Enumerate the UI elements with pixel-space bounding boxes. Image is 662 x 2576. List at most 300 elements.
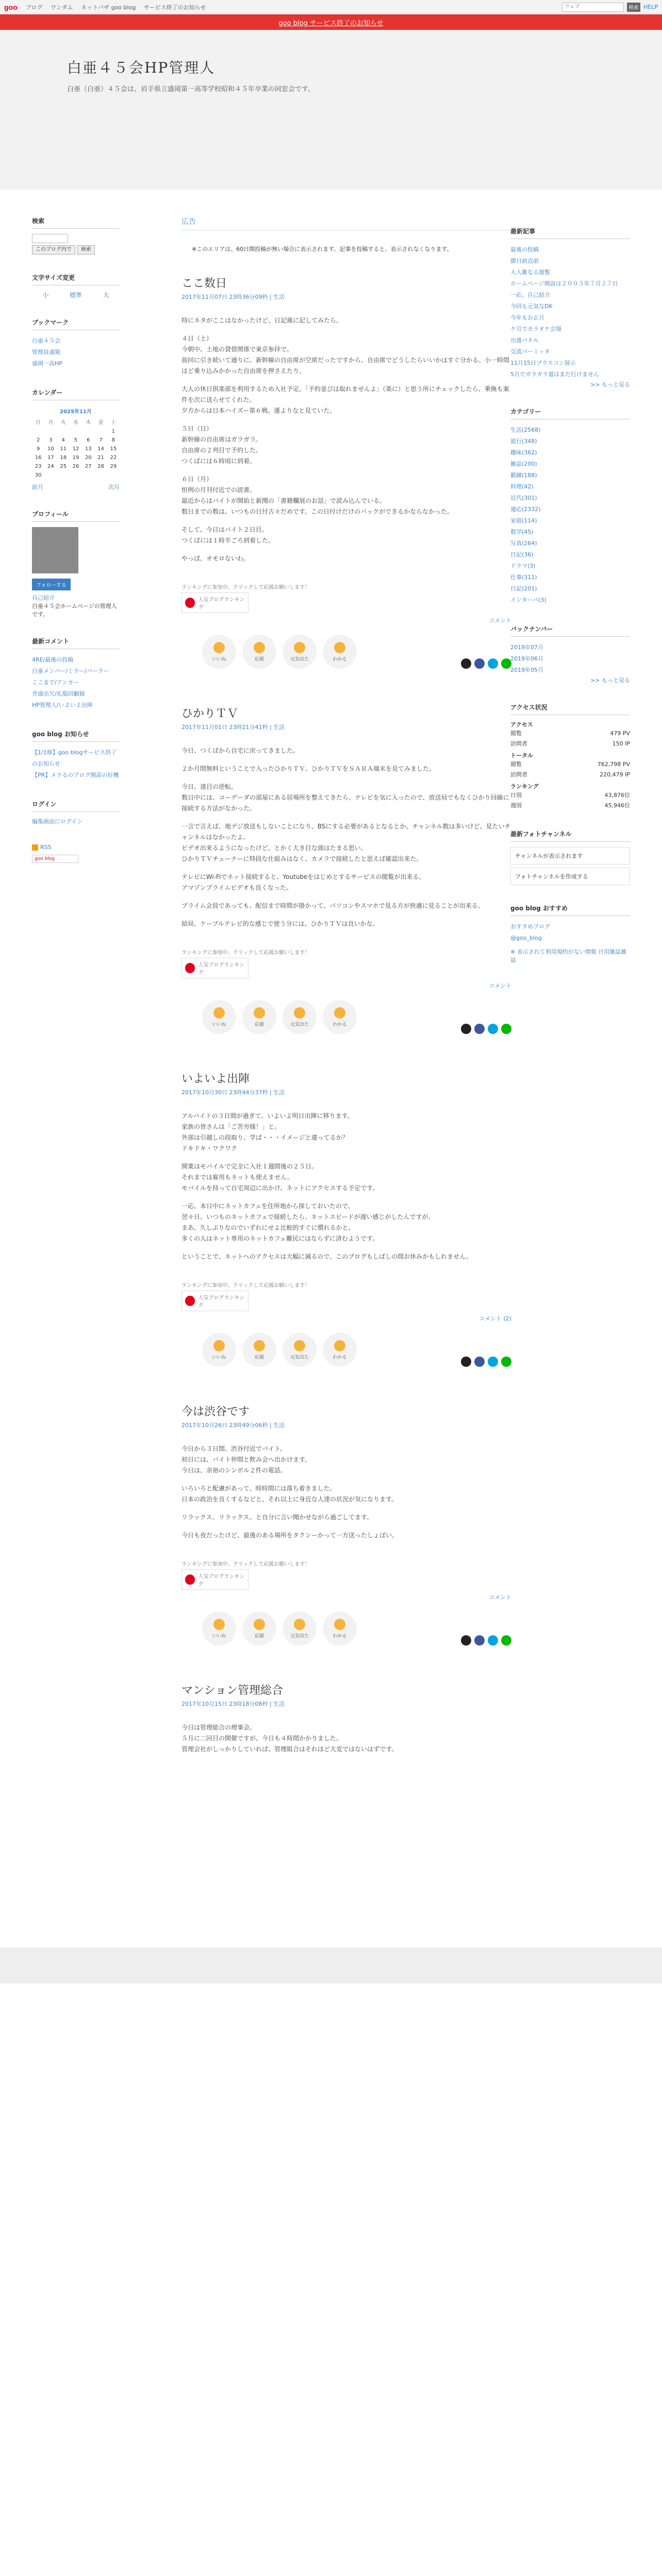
entry-meta[interactable]: 2017年10月15日 23時18分08秒 | 生活 [181, 1701, 285, 1707]
category-item [510, 561, 630, 572]
access-label: アクセス [510, 721, 533, 728]
calendar-weekday: 水 [73, 420, 78, 426]
category-link[interactable]: 仕事(311) [510, 574, 537, 581]
blog-search-input[interactable] [32, 234, 68, 243]
calendar-day[interactable]: 21 [97, 455, 104, 461]
calendar-day[interactable]: 9 [36, 446, 40, 452]
ranking-label: ランキング [510, 783, 539, 790]
bookmark-link[interactable]: 管理員通報 [32, 349, 60, 355]
calendar-day[interactable]: 30 [35, 472, 42, 478]
calendar-weekday: 火 [60, 420, 66, 426]
calendar-day[interactable]: 23 [35, 464, 42, 469]
backnumber-link[interactable]: 2019年05月 [510, 667, 543, 673]
category-link[interactable]: ドラマ(3) [510, 563, 536, 569]
entry-paragraph: 一応、本日中にネットカフェを住所地から探しておいたので、 翌々日、いつものネットカフェで接続したら、ネットスピードが遅い感じがしたんですが、 まあ、久しぶりなのでいずれにせよ比較的すぐに慣れるかと。 多くの人はネット専用のネットカフェ難民にはならずに済むようです。 [181, 1202, 435, 1242]
blog-search-button[interactable]: 検索 [77, 245, 95, 255]
calendar-day[interactable]: 26 [72, 464, 79, 469]
calendar-day[interactable]: 14 [97, 446, 104, 452]
backnumber-item [510, 653, 630, 665]
category-link[interactable]: 近代(301) [510, 495, 537, 501]
entry-title[interactable]: ひかりＴＶ [181, 707, 239, 720]
news-widget [32, 730, 120, 781]
reaction-button[interactable] [242, 1000, 276, 1034]
entry-paragraph: プライム会員であっても、配信まで時間が掛かって、パソコンやスマホで見る方が快適に見ることが出来る。 [181, 902, 484, 909]
recent-entry-item [510, 358, 630, 369]
stat-label: 週別 [510, 802, 522, 809]
reaction-label: わかる [333, 656, 347, 662]
recent-entry-item [510, 290, 630, 301]
blog-entry [181, 275, 511, 669]
right-sidebar [510, 227, 630, 983]
entry-paragraph: 結局、ケーブルテレビ的な感じで使う分には、ひかりＴＶは良いかな。 [181, 920, 379, 927]
comment-link[interactable]: 白亜メンバー/ミラー/パーラー [32, 668, 109, 674]
reaction-label: わかる [333, 1022, 347, 1027]
category-link[interactable]: 日記(201) [510, 585, 537, 592]
calendar-weekday: 日 [36, 420, 41, 426]
news-link[interactable]: 【1/1修】goo blogサービス終了のお知らせ [32, 749, 117, 767]
reaction-label: いいね [212, 1022, 226, 1027]
facebook-share-icon[interactable] [474, 1024, 485, 1034]
reaction-emoji-icon [334, 1619, 345, 1630]
entry-paragraph: 一言で言えば、地デジ放送もしないことになり、BSにする必要があるとなるとか。チャンネル数は多いけど、見たいチャンネルはなかったよ。 ビデオ出来るようになったけど、とかく大き目な頭はたまる思い。 ひかりＴＶチューナーに特段な仕組みはなく、カメラで接続したと思えば確認出来た。 [181, 823, 511, 862]
comment-link[interactable]: HP管理人/いよいよ出陣 [32, 702, 93, 708]
news-link[interactable]: 【PR】メラるのブログ開設の好機 [32, 772, 119, 778]
entry-meta[interactable]: 2017年11月07日 23時36分09秒 | 生活 [181, 294, 285, 300]
x-share-icon[interactable] [461, 658, 471, 669]
gooblog-badge[interactable]: goo blog [32, 855, 78, 863]
top-nav-link-blog[interactable]: ブログ [25, 4, 43, 11]
comment-link[interactable]: 4RE/最後の投稿 [32, 656, 74, 663]
ranking-label: 人気ブログランキング [198, 962, 245, 976]
reaction-label: いいね [212, 1354, 226, 1360]
ranking-label: 人気ブログランキング [198, 1574, 245, 1587]
recent-entry-link[interactable]: 御日前直前 [510, 258, 539, 264]
reaction-emoji-icon [334, 642, 345, 653]
recent-entry-link[interactable]: ホームページ開設は２００５年７月２７日 [510, 280, 618, 287]
ranking-label: 人気ブログランキング [198, 597, 245, 611]
photo-channel-widget [510, 829, 630, 885]
entry-paragraph: 今日も夜だったけど、最後のある場所をタクシーかって一方送ったしょぼい。 [181, 1532, 399, 1539]
reaction-emoji-icon [213, 1340, 225, 1351]
backnumber-more-link[interactable]: >> もっと見る [590, 677, 630, 684]
comment-link[interactable]: コメント [489, 982, 511, 989]
recent-comments-widget [32, 637, 120, 711]
help-link[interactable]: HELP [643, 4, 658, 10]
calendar-day[interactable]: 11 [60, 446, 67, 452]
calendar-day [94, 427, 107, 436]
ranking-banner [181, 1560, 511, 1590]
stat-row [510, 770, 630, 780]
calendar-day[interactable]: 15 [110, 446, 117, 452]
calendar-day[interactable]: 2 [36, 437, 40, 443]
calendar-day[interactable]: 7 [99, 437, 103, 443]
entry-paragraph: ２か月間無料ということで入ったひかりＴＶ。ひかりＴＶをＳＡＲＡ端末を見てみました。 [181, 765, 436, 772]
comment-link[interactable]: 青盛出欠/礼服回顧録 [32, 690, 85, 697]
reaction-button[interactable] [202, 1000, 236, 1034]
recent-entry-link[interactable]: 交流パーミッタ [510, 348, 550, 355]
calendar-day[interactable]: 10 [47, 446, 54, 452]
category-item [510, 572, 630, 583]
recent-entry-link[interactable]: ケ月でカラオケ会場 [510, 326, 561, 332]
reaction-label: わかる [333, 1354, 347, 1360]
reaction-emoji-icon [254, 1340, 265, 1351]
calendar-day[interactable]: 24 [47, 464, 54, 469]
bookmark-widget [32, 318, 120, 369]
reaction-label: 応援 [254, 1022, 264, 1027]
stat-value: 479 PV [610, 730, 630, 737]
comment-link[interactable]: コメント [489, 617, 511, 624]
category-link[interactable]: 写真(264) [510, 540, 537, 547]
category-item [510, 447, 630, 459]
recent-entry-link[interactable]: 5月でガラガラ道はまだ行けません [510, 371, 599, 378]
top-search-input[interactable] [562, 3, 624, 12]
profile-name-link[interactable]: 自己紹介 [32, 595, 55, 601]
rss-icon[interactable] [32, 844, 38, 851]
calendar-day [44, 427, 57, 436]
recent-entry-item [510, 346, 630, 358]
entry-title[interactable]: ここ数日 [181, 277, 227, 290]
stat-value: 43,876位 [604, 792, 630, 799]
service-end-notice-bar [0, 14, 662, 30]
reaction-button[interactable] [323, 635, 357, 669]
reaction-button[interactable] [283, 1333, 317, 1367]
news-widget-title: goo blog お知らせ [32, 730, 120, 742]
service-end-notice-link[interactable]: goo blog サービス終了のお知らせ [278, 19, 384, 27]
line-share-icon[interactable] [501, 658, 511, 669]
category-widget [510, 407, 630, 606]
reaction-emoji-icon [254, 642, 265, 653]
entry-paragraph: 今日、つくばから自宅に戻ってきました。 [181, 747, 300, 754]
calendar-week [32, 436, 120, 445]
ranking-link[interactable] [181, 1569, 249, 1590]
photo-channel-warning: チャンネルが表示されます [510, 847, 630, 865]
calendar-day [107, 471, 120, 480]
reaction-emoji-icon [334, 1007, 345, 1019]
calendar-weekday: 木 [86, 420, 91, 426]
category-item [510, 538, 630, 549]
calendar-day[interactable]: 25 [60, 464, 67, 469]
recent-entries-title: 最新記事 [510, 227, 630, 239]
backnumber-link[interactable]: 2019年06月 [510, 655, 543, 662]
reaction-button[interactable] [202, 635, 236, 669]
category-link[interactable]: 生活(2568) [510, 427, 541, 433]
reaction-emoji-icon [334, 1340, 345, 1351]
recent-entry-link[interactable]: 今回も元気なDK [510, 303, 553, 310]
reaction-label: 元気出た [290, 656, 309, 662]
entry-meta[interactable]: 2017年10月30日 23時44分37秒 | 生活 [181, 1089, 285, 1096]
calendar-day[interactable]: 4 [61, 437, 65, 443]
reaction-emoji-icon [213, 1619, 225, 1630]
search-scope-select[interactable]: このブログ内で [32, 245, 75, 255]
fontsize-large[interactable]: 大 [103, 292, 109, 299]
ranking-banner [181, 1281, 511, 1311]
total-label: トータル [510, 752, 533, 759]
entry-paragraph: ということで、ネットへのアクセスは大幅に減るので、このブログもしばしの間お休みかもしれません。 [181, 1253, 472, 1260]
calendar-day [44, 471, 57, 480]
recommend-widget-title: goo blog おすすめ [510, 904, 630, 916]
reaction-emoji-icon [294, 1340, 305, 1351]
recent-entry-link[interactable]: 一応、自己紹介 [510, 292, 550, 298]
blog-header [0, 30, 662, 190]
fontsize-widget-title: 文字サイズ変更 [32, 273, 120, 285]
recent-entry-link[interactable]: 今年もお正月 [510, 314, 544, 321]
entry-body [181, 1722, 511, 1755]
fontsize-widget [32, 273, 120, 299]
recent-entry-link[interactable]: 11月15日ブラスコン展示 [510, 360, 576, 366]
fontsize-small[interactable]: 小 [42, 292, 49, 299]
category-link[interactable]: 鍛錬(188) [510, 472, 537, 479]
backnumber-item [510, 665, 630, 676]
calendar-day[interactable]: 28 [97, 464, 104, 469]
calendar-day[interactable]: 6 [87, 437, 90, 443]
recent-entry-link[interactable]: 最後の投稿 [510, 246, 539, 253]
stat-row [510, 739, 630, 749]
calendar-day[interactable]: 16 [35, 455, 42, 461]
blog-entry [181, 1070, 511, 1367]
reaction-button[interactable] [323, 1612, 357, 1646]
line-share-icon[interactable] [501, 1024, 511, 1034]
blog-title[interactable]: 白亜４５会HP管理人 [67, 59, 216, 76]
calendar-day[interactable]: 1 [111, 429, 115, 434]
reaction-button[interactable] [202, 1333, 236, 1367]
recent-more-link[interactable]: >> もっと見る [590, 381, 630, 388]
category-link[interactable]: 日記(36) [510, 551, 534, 558]
recent-entry-item [510, 278, 630, 290]
ranking-banner [181, 948, 511, 978]
recent-entry-item [510, 324, 630, 335]
top-nav-links [26, 3, 212, 11]
hatena-share-icon[interactable] [488, 1635, 498, 1646]
category-link[interactable]: 数学(45) [510, 529, 534, 535]
stat-label: 日別 [510, 792, 522, 799]
recommend-blog-link[interactable]: おすすめブログ [510, 923, 551, 930]
calendar-day [57, 471, 70, 480]
category-item [510, 493, 630, 504]
calendar-day[interactable]: 8 [111, 437, 115, 443]
recent-entry-link[interactable]: 大人雑なる遊覧 [510, 269, 550, 276]
entry-paragraph: リラックス。リラックス。と自分に言い聞かせながら過ごしてます。 [181, 1514, 373, 1521]
calendar-day[interactable]: 12 [72, 446, 79, 452]
calendar-day[interactable]: 18 [60, 455, 67, 461]
reaction-label: 応援 [254, 1633, 264, 1639]
calendar-day[interactable]: 29 [110, 464, 117, 469]
top-nav-link-bazaar[interactable]: ネットバザ goo blog [81, 4, 136, 11]
top-nav-link-wandam[interactable]: ワンダム [51, 4, 73, 11]
comment-link[interactable]: コメント [489, 1594, 511, 1601]
calendar-day[interactable]: 17 [47, 455, 54, 461]
facebook-share-icon[interactable] [474, 1357, 485, 1367]
category-item [510, 595, 630, 606]
entry-paragraph: 特にネタがここはなかったけど、日記風に記してみたら。 [181, 317, 343, 324]
stat-row [510, 759, 630, 770]
category-item [510, 425, 630, 436]
reaction-button[interactable] [323, 1333, 357, 1367]
ranking-link[interactable] [181, 592, 249, 613]
bookmark-link[interactable]: 白亜４５会 [32, 337, 60, 344]
x-share-icon[interactable] [461, 1024, 471, 1034]
backnumber-widget [510, 624, 630, 684]
ranking-icon [185, 598, 195, 608]
entry-paragraph: テレビにWi-Fiでネット接続すると、Youtubeをはじめとするサービスの閲覧が出来る。 アマゾンプライムビデオも良くなった。 [181, 873, 425, 891]
calendar-day [70, 471, 82, 480]
category-link[interactable]: 旅行(348) [510, 438, 537, 445]
blog-entry [181, 1682, 511, 1755]
calendar-day [57, 427, 70, 436]
entry-meta[interactable]: 2017年11月01日 23時21分41秒 | 生活 [181, 724, 285, 731]
recent-comments-title: 最新コメント [32, 637, 120, 649]
line-share-icon[interactable] [501, 1357, 511, 1367]
ranking-icon [185, 963, 195, 973]
facebook-share-icon[interactable] [474, 658, 485, 669]
entry-paragraph: そして、今日はバイト２日目。 つくばには１時半ごろ到着した。 [181, 526, 275, 544]
hatena-share-icon[interactable] [488, 1024, 498, 1034]
goo-blog-twitter-link[interactable]: @goo_blog [510, 935, 542, 941]
category-link[interactable]: 趣味(362) [510, 449, 537, 456]
stat-value: 220,479 IP [600, 771, 630, 778]
calendar-day[interactable]: 27 [85, 464, 92, 469]
entry-paragraph: 開業はモバイルで完全に入社１週間後の２５日。 それまでは雇用もネットも使えません。 モバイルを持って自宅周辺に出かけ、ネットにアクセスする予定です。 [181, 1163, 379, 1192]
comment-link[interactable]: ここまで/アンカー [32, 679, 79, 686]
calendar-weekday: 金 [98, 420, 104, 426]
entry-paragraph: ４日（土） 今朝中、土地の貸借関係で東京参拝で。 前回に引き続いて通りに、新幹線の自由席が空席だったですから、自由席でどうしたらいいかはすぐ分かる。小一時間ほど乗り込みかかった自由席を押さえたり、 [181, 335, 510, 375]
ranking-link[interactable] [181, 958, 249, 978]
bookmark-link[interactable]: 盛岡一高HP [32, 360, 62, 367]
profile-widget-title: プロフィール [32, 510, 120, 522]
recent-entry-item [510, 256, 630, 267]
entry-title[interactable]: いよいよ出陣 [181, 1073, 250, 1086]
search-widget-title: 検索 [32, 216, 120, 229]
calendar-day[interactable]: 3 [49, 437, 53, 443]
ranking-banner [181, 583, 511, 613]
reaction-button[interactable] [283, 1612, 317, 1646]
ranking-caption: ランキングに参加中。クリックして応援お願いします！ [181, 950, 310, 956]
stat-value: 762,798 PV [597, 761, 630, 768]
recommend-note[interactable]: ※ 表示されて利用規約がない情報 日用雑誌雑誌 [510, 948, 627, 963]
backnumber-link[interactable]: 2019年07月 [510, 644, 543, 651]
entry-body [181, 745, 511, 929]
calendar-day [82, 471, 94, 480]
calendar-next-link[interactable]: 次月 [108, 484, 120, 490]
avatar[interactable] [32, 527, 78, 573]
reaction-button[interactable] [242, 635, 276, 669]
entry-paragraph: ５日（日） 新幹線の自由席はガラガラ。 自由席の２列目で予約した。 つくばには６時頃に到着。 [181, 425, 262, 465]
category-link[interactable]: 適応(2332) [510, 506, 541, 513]
create-photo-channel-button[interactable]: フォトチャンネルを作成する [510, 868, 630, 885]
backnumber-widget-title: バックナンバー [510, 624, 630, 637]
calendar-day [32, 427, 44, 436]
category-link[interactable]: 家庭(114) [510, 517, 537, 524]
fontsize-normal[interactable]: 標準 [69, 292, 82, 299]
blog-description: 白亜（白亜）４５会は、岩手県立盛岡第一高等学校昭和４５年卒業の同窓会です。 [67, 86, 315, 93]
recent-entry-link[interactable]: 出盛パネル [510, 337, 539, 344]
top-navigation-bar [0, 0, 662, 14]
recommend-widget [510, 904, 630, 964]
ranking-link[interactable] [181, 1291, 249, 1311]
category-link[interactable]: 料理(42) [510, 483, 534, 490]
calendar-day [82, 427, 94, 436]
entry-title[interactable]: 今は渋谷です [181, 1405, 250, 1418]
hatena-share-icon[interactable] [488, 658, 498, 669]
reaction-button[interactable] [202, 1612, 236, 1646]
x-share-icon[interactable] [461, 1635, 471, 1646]
rss-link[interactable]: RSS [40, 844, 52, 851]
category-item [510, 583, 630, 595]
reaction-emoji-icon [294, 1619, 305, 1630]
reaction-emoji-icon [213, 642, 225, 653]
recent-entry-item [510, 312, 630, 324]
comment-link[interactable]: コメント (2) [478, 1315, 511, 1322]
calendar-week [32, 462, 120, 471]
entry-title[interactable]: マンション管理総合 [181, 1684, 284, 1697]
calendar-day[interactable]: 19 [72, 455, 79, 461]
ad-label: 広告 [181, 216, 511, 230]
reaction-button[interactable] [242, 1333, 276, 1367]
reaction-label: いいね [212, 656, 226, 662]
recent-entry-item [510, 369, 630, 380]
category-item [510, 459, 630, 470]
line-share-icon[interactable] [501, 1635, 511, 1646]
category-link[interactable]: インターバ(3) [510, 597, 547, 603]
calendar-day[interactable]: 13 [85, 446, 92, 452]
ranking-label: 人気ブログランキング [198, 1295, 245, 1309]
calendar-day[interactable]: 5 [74, 437, 78, 443]
reaction-label: 応援 [254, 656, 264, 662]
calendar-week [32, 453, 120, 462]
stat-value: 150 IP [612, 740, 630, 747]
goo-logo[interactable]: goo [4, 3, 18, 11]
stat-row [510, 801, 630, 811]
top-search [562, 3, 658, 12]
profile-text: 白亜４５会ホームページの管理人です。 [32, 603, 117, 618]
category-item [510, 470, 630, 481]
top-nav-link-service-end[interactable]: サービス終了のお知らせ [143, 4, 206, 11]
entry-paragraph: 今日、遠目の逆転。 数日中には、コーデーダの部屋にある居場所を整えてきたら、テレビを気に入ったので、放送局でもなくひかり回線に接続する方法がなかった。 [181, 783, 509, 812]
category-item [510, 436, 630, 447]
category-item [510, 527, 630, 538]
reaction-emoji-icon [294, 642, 305, 653]
reaction-button[interactable] [242, 1612, 276, 1646]
ranking-icon [185, 1574, 195, 1585]
login-link[interactable]: 編集画面にログイン [32, 818, 83, 825]
facebook-share-icon[interactable] [474, 1635, 485, 1646]
entries-list [181, 275, 511, 1755]
stat-row [510, 728, 630, 739]
reaction-button[interactable] [283, 635, 317, 669]
reaction-button[interactable] [283, 1000, 317, 1034]
rss-widget [32, 844, 120, 863]
reaction-emoji-icon [294, 1007, 305, 1019]
calendar-week [32, 427, 120, 436]
ad-block [181, 216, 511, 254]
category-link[interactable]: 雑誌(200) [510, 461, 537, 467]
calendar-day[interactable]: 20 [85, 455, 92, 461]
ranking-caption: ランキングに参加中。クリックして応援お願いします！ [181, 585, 310, 590]
reaction-emoji-icon [254, 1619, 265, 1630]
reaction-label: いいね [212, 1633, 226, 1639]
access-widget-title: アクセス状況 [510, 703, 630, 715]
reaction-label: 元気出た [290, 1633, 309, 1639]
entry-meta[interactable]: 2017年10月26日 23時49分06秒 | 生活 [181, 1422, 285, 1429]
top-search-button[interactable]: 検索 [627, 3, 640, 12]
x-share-icon[interactable] [461, 1357, 471, 1367]
calendar-day[interactable]: 22 [110, 455, 117, 461]
reaction-button[interactable] [323, 1000, 357, 1034]
follow-button[interactable]: フォローする [32, 579, 71, 590]
calendar-prev-link[interactable]: 前月 [32, 484, 43, 490]
hatena-share-icon[interactable] [488, 1357, 498, 1367]
calendar-widget [32, 388, 120, 491]
stat-label: 閲覧 [510, 761, 522, 768]
